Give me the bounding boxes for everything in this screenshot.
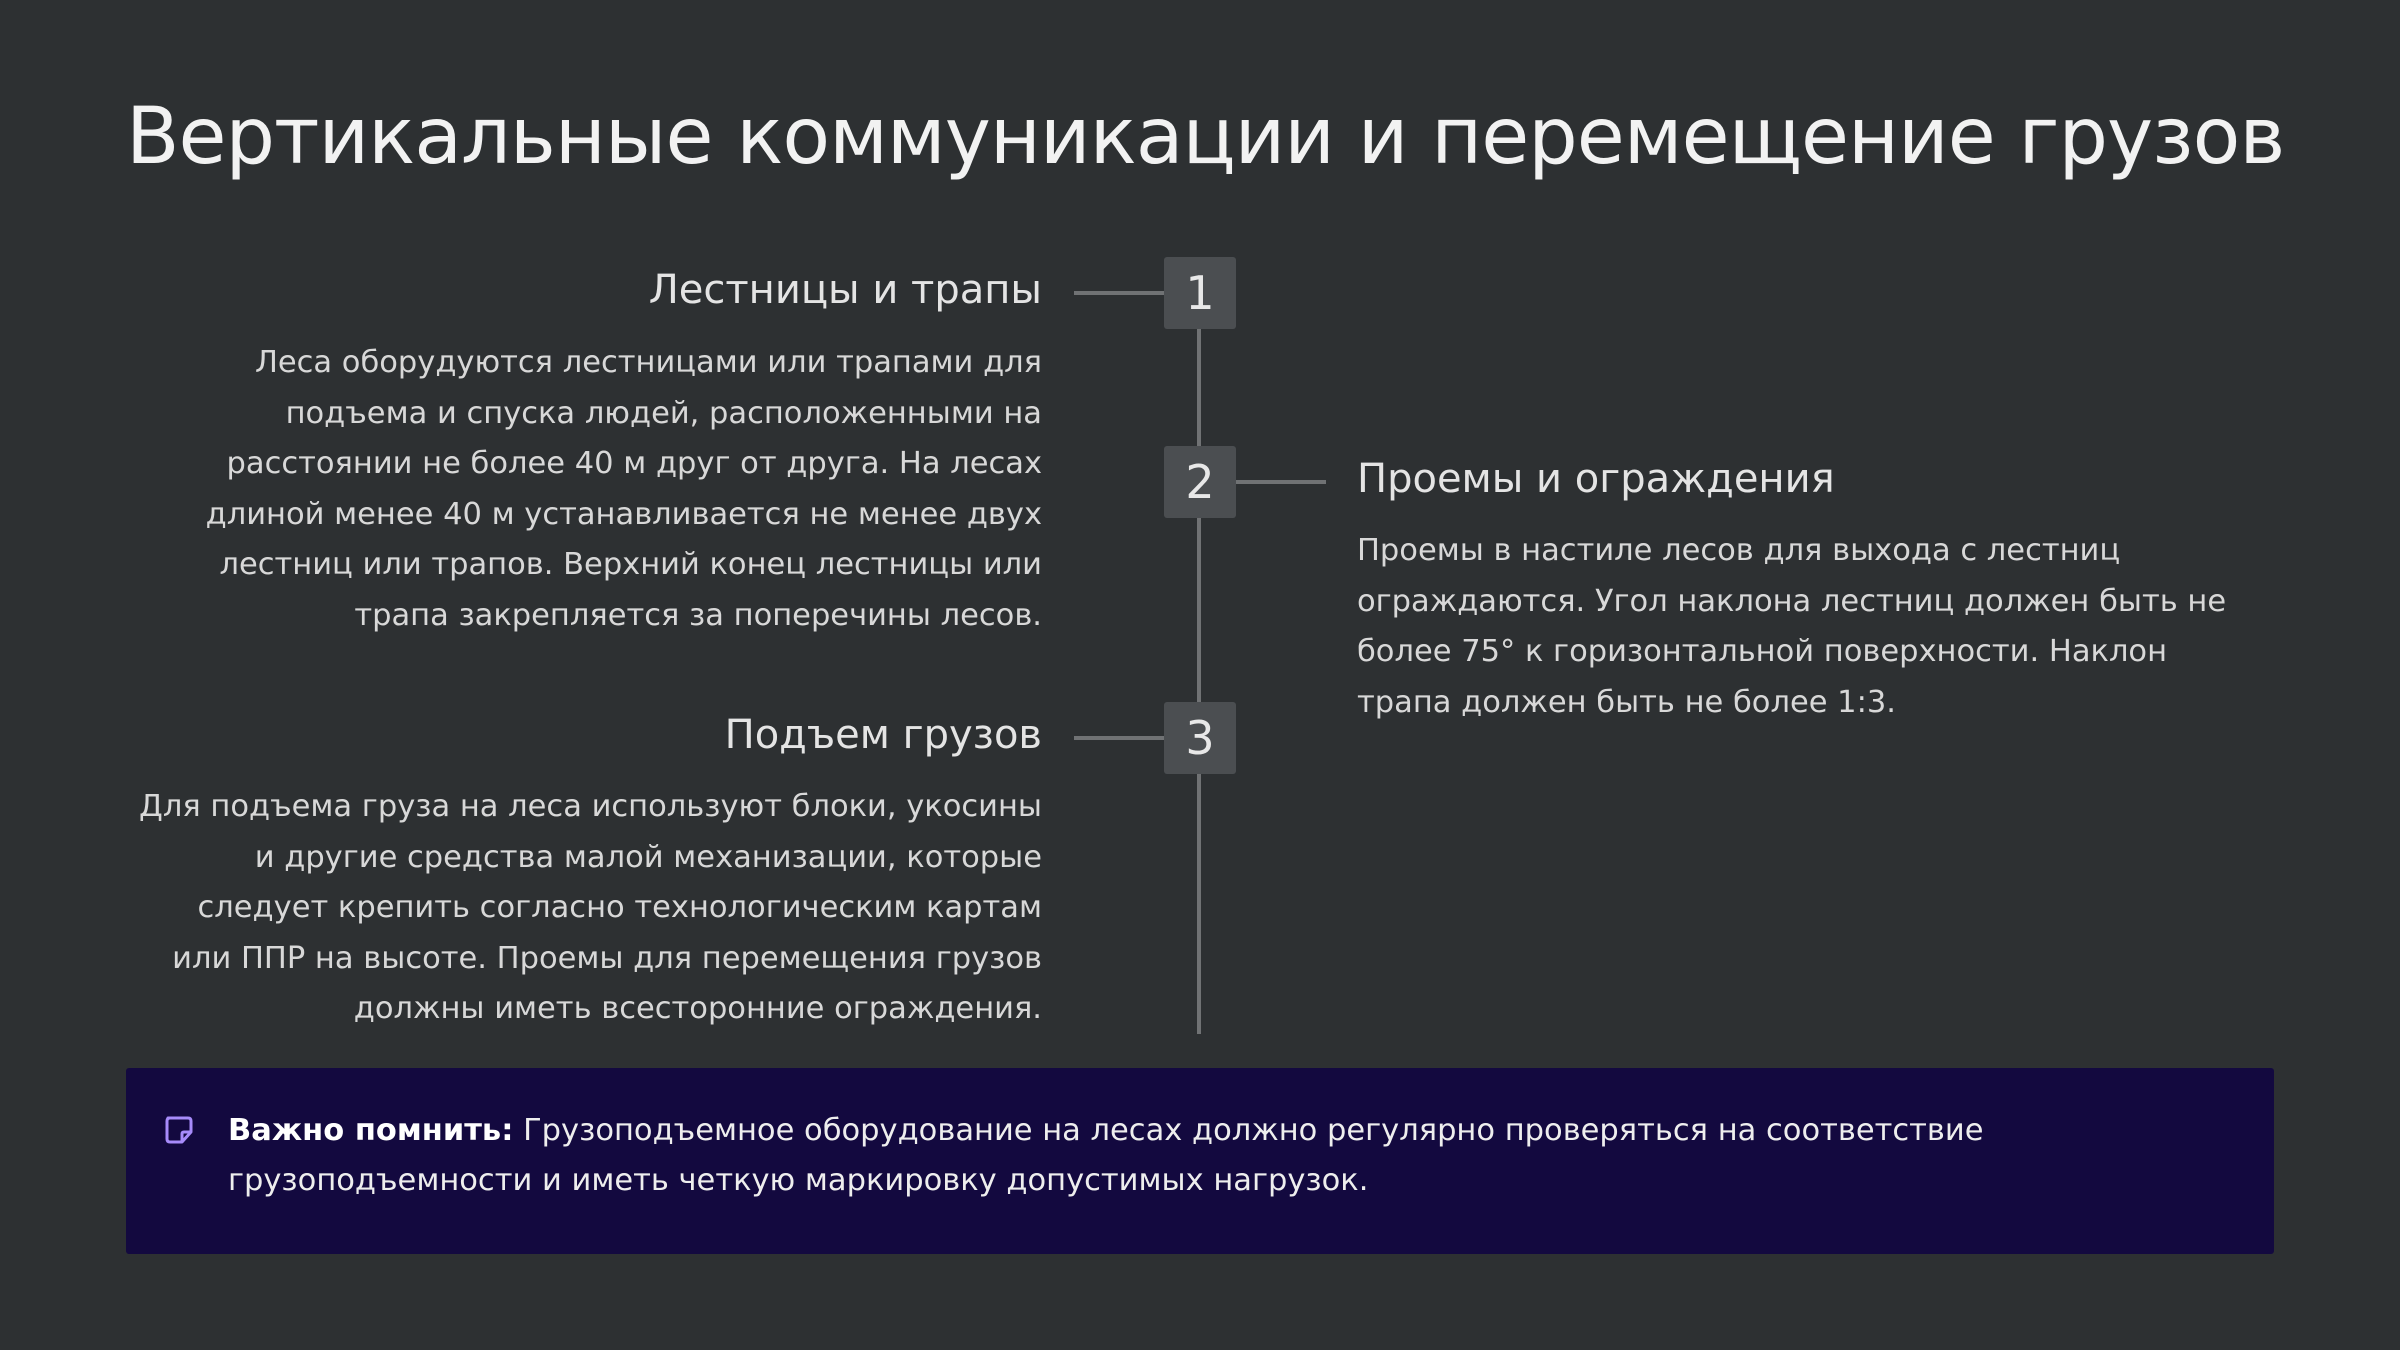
step-number-1: 1 [1164, 257, 1236, 329]
note-icon [164, 1115, 194, 1145]
connector-3 [1074, 736, 1168, 740]
note-body: Грузоподъемное оборудование на лесах должно регулярно проверяться на соответствие грузоподъемности и иметь четкую маркировку допустимых нагрузок. [228, 1113, 1984, 1198]
item-heading-3: Подъем грузов [724, 712, 1042, 758]
important-note [126, 1068, 2274, 1254]
connector-1 [1074, 291, 1168, 295]
step-number-3: 3 [1164, 702, 1236, 774]
connector-2 [1232, 480, 1326, 484]
step-number-2: 2 [1164, 446, 1236, 518]
item-text-3: Для подъема груза на леса используют блоки, укосины и другие средства малой механизации, которые следует крепить согласно технологическим картам или ППР на высоте. Проемы для перемещения грузов должны иметь всесторонние ограждения. [139, 789, 1042, 1026]
note-label: Важно помнить: [228, 1113, 514, 1148]
item-text-1: Леса оборудуются лестницами или трапами для подъема и спуска людей, расположенными на расстоянии не более 40 м друг от друга. На лесах длиной менее 40 м устанавливается не менее двух лестниц или трапов. Верхний конец лестницы или трапа закрепляется за поперечины лесов. [205, 345, 1042, 633]
item-heading-2: Проемы и ограждения [1357, 456, 1835, 502]
item-text-2: Проемы в настиле лесов для выхода с лестниц ограждаются. Угол наклона лестниц должен быть не более 75° к горизонтальной поверхности. Наклон трапа должен быть не более 1:3. [1357, 533, 2227, 720]
timeline-axis [1197, 292, 1201, 1034]
item-heading-1: Лестницы и трапы [648, 267, 1042, 313]
note-text [228, 1106, 2258, 1206]
page-title: Вертикальные коммуникации и перемещение грузов [126, 92, 2285, 182]
